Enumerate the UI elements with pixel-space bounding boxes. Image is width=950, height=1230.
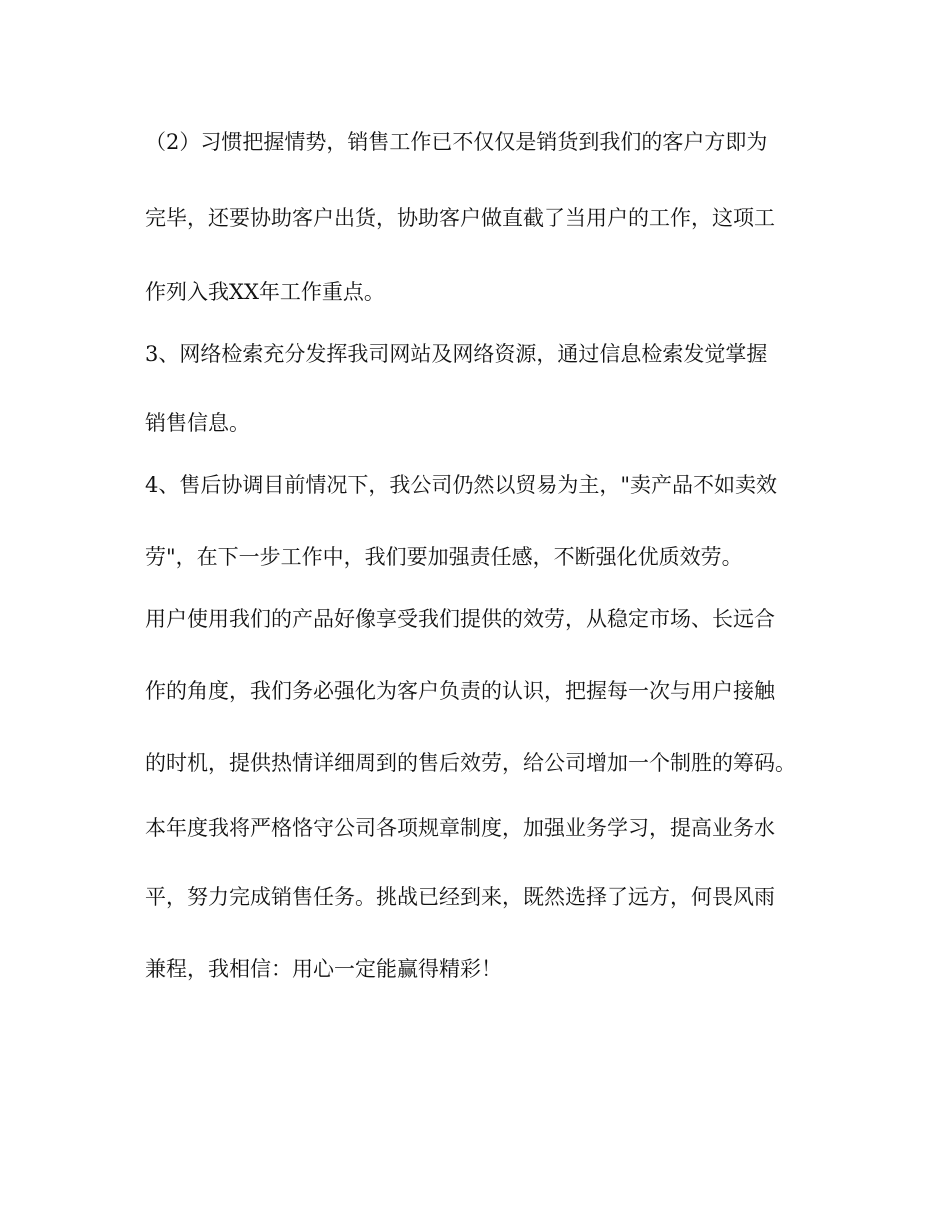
text-line: 作列入我XX年工作重点。	[145, 280, 385, 304]
text-line: 劳"，在下一步工作中，我们要加强责任感，不断强化优质效劳。	[145, 545, 743, 569]
text-line: 平，努力完成销售任务。挑战已经到来，既然选择了远方，何畏风雨	[145, 885, 775, 909]
text-line: 兼程，我相信：用心一定能赢得精彩！	[145, 957, 502, 981]
text-line: 4、售后协调目前情况下，我公司仍然以贸易为主，"卖产品不如卖效	[145, 473, 778, 497]
text-line: 销售信息。	[145, 411, 250, 435]
text-line: 用户使用我们的产品好像享受我们提供的效劳，从稳定市场、长远合	[145, 607, 775, 631]
text-line: 的时机，提供热情详细周到的售后效劳，给公司增加一个制胜的筹码。	[145, 751, 796, 775]
text-line: 本年度我将严格恪守公司各项规章制度，加强业务学习，提高业务水	[145, 816, 775, 840]
text-line: 3、网络检索充分发挥我司网站及网络资源，通过信息检索发觉掌握	[145, 342, 768, 366]
text-line: （2）习惯把握情势，销售工作已不仅仅是销货到我们的客户方即为	[145, 130, 768, 154]
text-line: 完毕，还要协助客户出货，协助客户做直截了当用户的工作，这项工	[145, 206, 775, 230]
text-line: 作的角度，我们务必强化为客户负责的认识，把握每一次与用户接触	[145, 679, 775, 703]
